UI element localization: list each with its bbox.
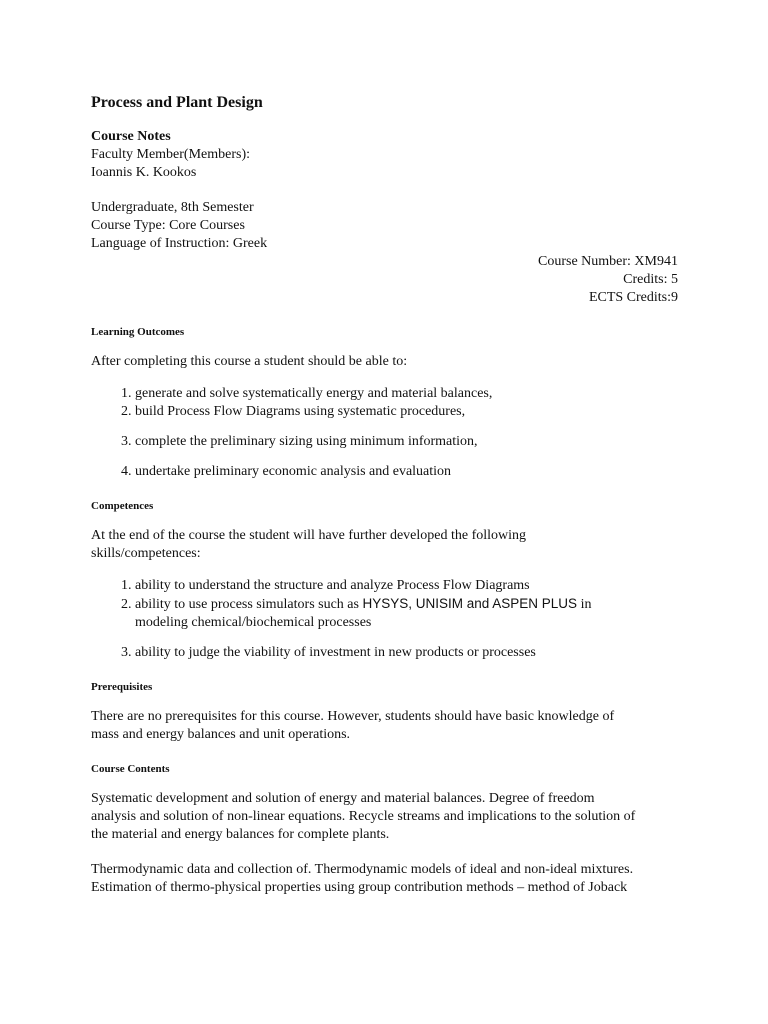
faculty-label: Faculty Member(Members): xyxy=(91,147,251,162)
competences-heading: Competences xyxy=(91,500,154,512)
prerequisites-line-2: mass and energy balances and unit operations. xyxy=(91,727,351,742)
competences-intro-line-2: skills/competences: xyxy=(91,546,201,561)
list-item: 3. complete the preliminary sizing using minimum information, xyxy=(135,433,678,451)
course-level: Undergraduate, 8th Semester xyxy=(91,200,254,215)
document-page xyxy=(91,92,678,897)
simulator-names: HYSYS, UNISIM and ASPEN PLUS xyxy=(362,596,578,611)
course-type: Course Type: Core Courses xyxy=(91,218,245,233)
list-item: 2. build Process Flow Diagrams using systematic procedures, xyxy=(135,403,678,421)
faculty-name: Ioannis K. Kookos xyxy=(91,165,197,180)
prerequisites-line-1: There are no prerequisites for this course. However, students should have basic knowledge of xyxy=(91,709,615,724)
list-item-line-2: modeling chemical/biochemical processes xyxy=(135,615,372,630)
course-number: Course Number: XM941 xyxy=(538,254,678,269)
prerequisites-heading: Prerequisites xyxy=(91,681,153,693)
list-item-tail: in xyxy=(580,597,592,612)
contents-p1-line-3: the material and energy balances for complete plants. xyxy=(91,827,390,842)
learning-outcomes-heading: Learning Outcomes xyxy=(91,326,185,338)
list-item: 3. ability to judge the viability of investment in new products or processes xyxy=(135,644,678,662)
course-notes-heading: Course Notes xyxy=(91,129,171,144)
competences-list xyxy=(91,577,678,662)
list-item: 4. undertake preliminary economic analysis and evaluation xyxy=(135,463,678,481)
competences-intro-line-1: At the end of the course the student will have further developed the following xyxy=(91,528,527,543)
course-language: Language of Instruction: Greek xyxy=(91,236,268,251)
course-credits: Credits: 5 xyxy=(623,272,678,287)
contents-p1-line-2: analysis and solution of non-linear equations. Recycle streams and implications to the solution of xyxy=(91,809,636,824)
document-title: Process and Plant Design xyxy=(91,94,263,111)
list-item: 1. generate and solve systematically energy and material balances, xyxy=(135,385,678,403)
contents-p1-line-1: Systematic development and solution of energy and material balances. Degree of freedom xyxy=(91,791,595,806)
contents-p2-line-2: Estimation of thermo-physical properties using group contribution methods – method of Joback xyxy=(91,880,628,895)
course-contents-heading: Course Contents xyxy=(91,763,170,775)
learning-outcomes-list xyxy=(91,385,678,481)
contents-p2-line-1: Thermodynamic data and collection of. Thermodynamic models of ideal and non-ideal mixtures. xyxy=(91,862,634,877)
list-item: 1. ability to understand the structure and analyze Process Flow Diagrams xyxy=(135,577,678,595)
ects-credits: ECTS Credits:9 xyxy=(588,290,678,305)
learning-outcomes-intro: After completing this course a student should be able to: xyxy=(91,354,408,369)
list-item xyxy=(135,595,678,632)
list-item-text: ability to use process simulators such as xyxy=(135,597,359,612)
